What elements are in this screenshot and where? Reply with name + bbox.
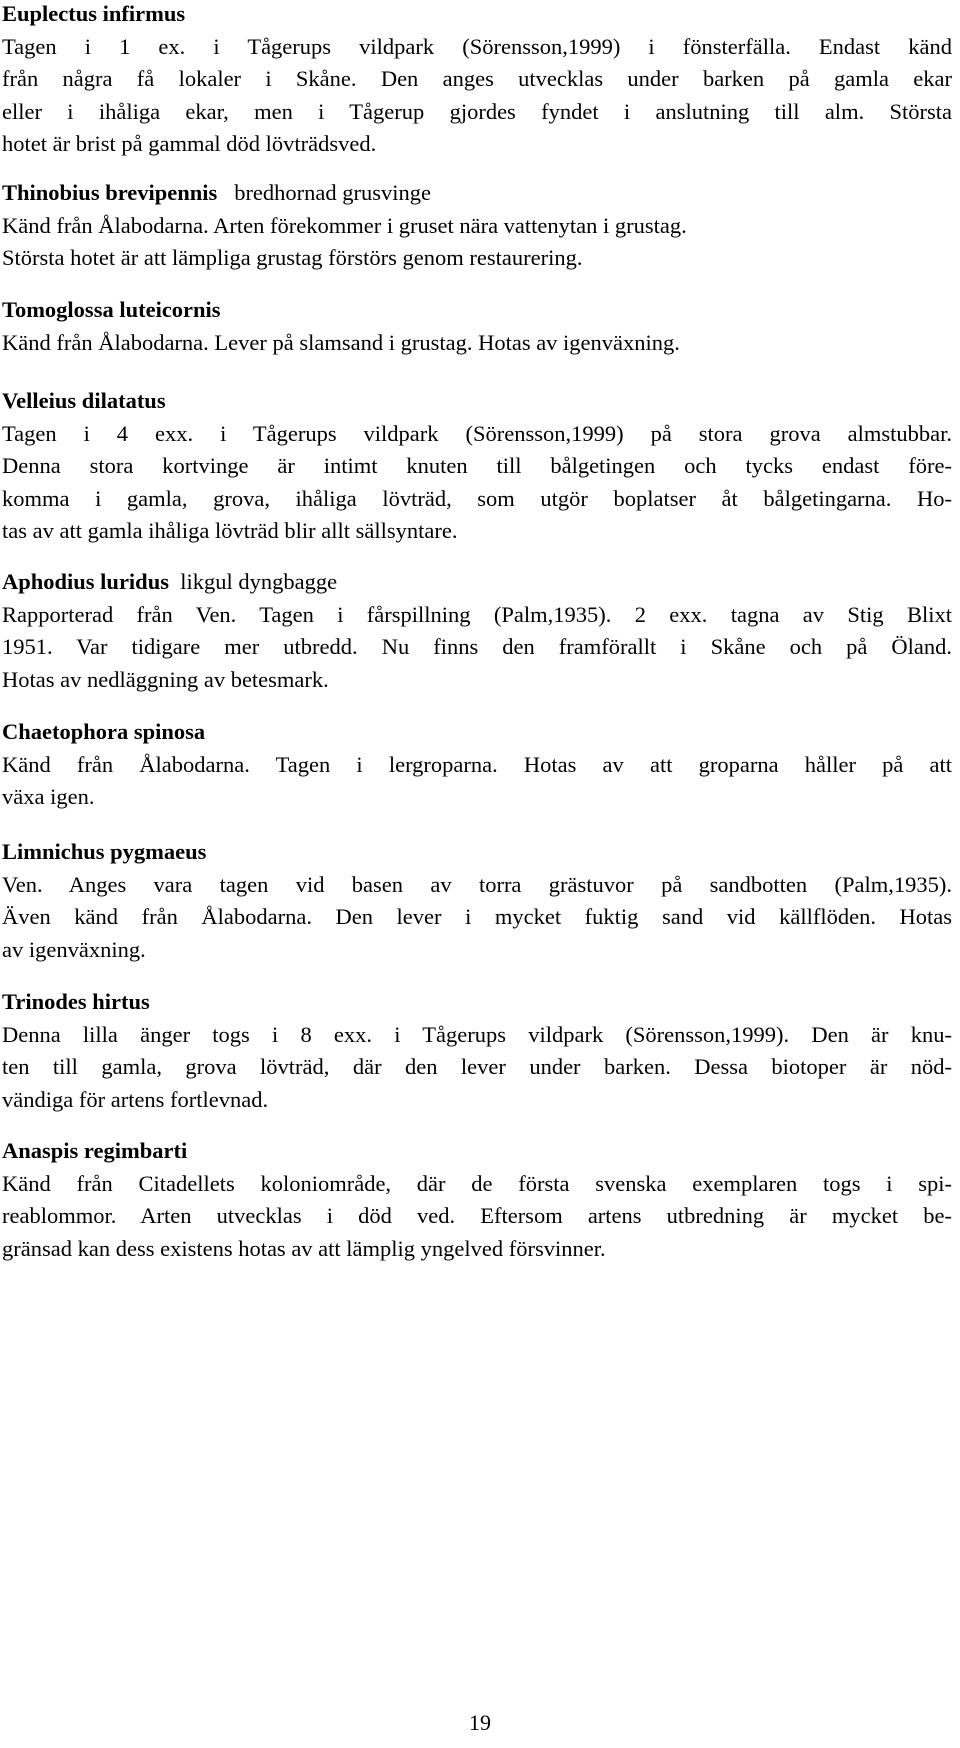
species-heading (2, 566, 952, 599)
body-line: vändiga för artens fortlevnad. (2, 1086, 269, 1112)
species-entry-limnichus-pygmaeus (2, 836, 952, 966)
body-line: Ven. Anges vara tagen vid basen av torra grästuvor på sandbotten (Palm,1935). (2, 871, 952, 897)
species-entry-anaspis-regimbarti (2, 1135, 952, 1265)
species-name: Tomoglossa luteicornis (2, 297, 221, 322)
body-line: komma i gamla, grova, ihåliga lövträd, som utgör boplatser åt bålgetingarna. Ho- (2, 485, 952, 511)
body-line: reablommor. Arten utvecklas i död ved. Eftersom artens utbredning är mycket be- (2, 1203, 952, 1229)
body-line: eller i ihåliga ekar, men i Tågerup gjordes fyndet i anslutning till alm. Största (2, 98, 952, 124)
species-name: Thinobius brevipennis (2, 180, 218, 205)
species-entry-tomoglossa-luteicornis (2, 294, 952, 359)
body-line: ten till gamla, grova lövträd, där den lever under barken. Dessa biotoper är nöd- (2, 1054, 952, 1080)
body-line: Även känd från Ålabodarna. Den lever i mycket fuktig sand vid källflöden. Hotas (2, 904, 952, 930)
body-line: hotet är brist på gammal död lövträdsved. (2, 131, 377, 157)
species-name: Anaspis regimbarti (2, 1138, 188, 1163)
body-line: Känd från Ålabodarna. Tagen i lergroparna. Hotas av att groparna håller på att (2, 751, 952, 777)
body-line: Tagen i 4 exx. i Tågerups vildpark (Sörensson,1999) på stora grova almstubbar. (2, 420, 952, 446)
body-line: av igenväxning. (2, 936, 146, 962)
body-line: gränsad kan dess existens hotas av att lämplig yngelved försvinner. (2, 1235, 606, 1261)
body-line: Känd från Ålabodarna. Lever på slamsand i grustag. Hotas av igenväxning. (2, 329, 680, 355)
species-entry-aphodius-luridus (2, 566, 952, 696)
species-entry-trinodes-hirtus (2, 986, 952, 1116)
species-name: Chaetophora spinosa (2, 719, 206, 744)
body-line: växa igen. (2, 784, 95, 810)
species-name: Trinodes hirtus (2, 989, 150, 1014)
body-line: tas av att gamla ihåliga lövträd blir allt sällsyntare. (2, 518, 458, 544)
body-line: Rapporterad från Ven. Tagen i fårspillning (Palm,1935). 2 exx. tagna av Stig Blixt (2, 601, 952, 627)
species-name: Velleius dilatatus (2, 388, 166, 413)
species-entry-velleius-dilatatus (2, 385, 952, 548)
species-name: Aphodius luridus (2, 569, 169, 594)
body-line: Denna lilla änger togs i 8 exx. i Tågerups vildpark (Sörensson,1999). Den är knu- (2, 1021, 952, 1047)
body-line: från några få lokaler i Skåne. Den anges utvecklas under barken på gamla ekar (2, 66, 952, 92)
body-line: Känd från Ålabodarna. Arten förekommer i gruset nära vattenytan i grustag. (2, 212, 687, 238)
species-name: Limnichus pygmaeus (2, 839, 207, 864)
species-entry-chaetophora-spinosa (2, 716, 952, 814)
body-line: Största hotet är att lämpliga grustag förstörs genom restaurering. (2, 245, 583, 271)
body-line: Denna stora kortvinge är intimt knuten till bålgetingen och tycks endast före- (2, 453, 952, 479)
body-line: 1951. Var tidigare mer utbredd. Nu finns den framförallt i Skåne och på Öland. (2, 634, 952, 660)
species-common-name: bredhornad grusvinge (234, 180, 432, 205)
species-name: Euplectus infirmus (2, 1, 186, 26)
body-line: Hotas av nedläggning av betesmark. (2, 666, 329, 692)
body-line: Tagen i 1 ex. i Tågerups vildpark (Sörensson,1999) i fönsterfälla. Endast känd (2, 33, 952, 59)
page-number: 19 (469, 1710, 491, 1735)
species-common-name: likgul dyngbagge (180, 569, 338, 594)
body-line: Känd från Citadellets koloniområde, där de första svenska exemplaren togs i spi- (2, 1170, 952, 1196)
species-heading (2, 177, 952, 210)
species-entry-euplectus-infirmus (2, 0, 952, 161)
species-entry-thinobius-brevipennis (2, 177, 952, 275)
